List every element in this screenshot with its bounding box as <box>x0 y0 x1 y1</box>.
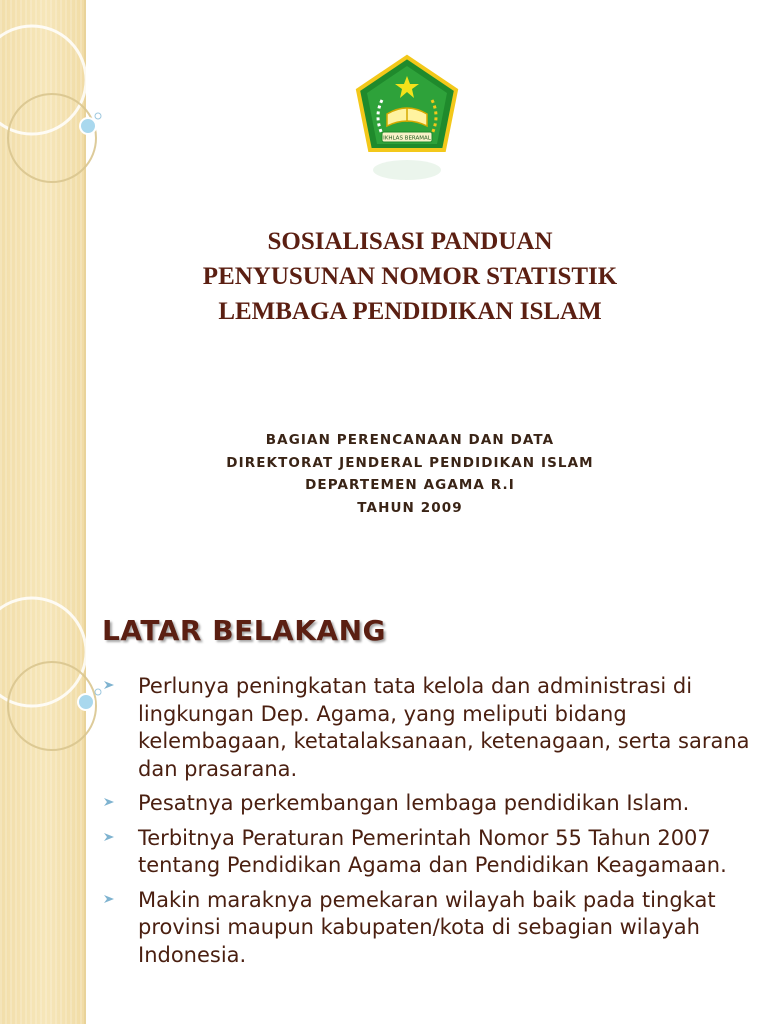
subtitle-line: DEPARTEMEN AGAMA R.I <box>305 477 515 493</box>
presentation-subtitle <box>100 429 720 519</box>
title-line: PENYUSUNAN NOMOR STATISTIK <box>202 263 618 290</box>
bullet-text: Makin maraknya pemekaran wilayah baik pada tingkat provinsi maupun kabupaten/kota di sebagian wilayah Indonesia. <box>138 887 716 967</box>
kementerian-agama-emblem-icon <box>352 52 462 192</box>
list-item <box>100 887 760 970</box>
bullet-text: Pesatnya perkembangan lembaga pendidikan Islam. <box>138 791 690 815</box>
subtitle-line: BAGIAN PERENCANAAN DAN DATA <box>265 432 555 448</box>
presentation-title <box>100 224 720 329</box>
list-item <box>100 825 760 880</box>
arrow-bullet-icon <box>102 892 116 906</box>
bullet-text: Terbitnya Peraturan Pemerintah Nomor 55 Tahun 2007 tentang Pendidikan Agama dan Pendidikan Keagamaan. <box>138 825 727 877</box>
arrow-bullet-icon <box>102 830 116 844</box>
content-slide <box>0 576 768 1024</box>
bullet-text: Perlunya peningkatan tata kelola dan administrasi di lingkungan Dep. Agama, yang meliputi bidang kelembagaan, ketatalaksanaan, ketenagaan, serta sarana dan prasarana. <box>138 674 750 781</box>
slide-heading: LATAR BELAKANG <box>102 614 387 647</box>
subtitle-line: TAHUN 2009 <box>357 499 463 516</box>
subtitle-line: DIREKTORAT JENDERAL PENDIDIKAN ISLAM <box>226 454 594 471</box>
arrow-bullet-icon <box>102 678 116 692</box>
title-line: SOSIALISASI PANDUAN <box>267 228 553 255</box>
bullet-list <box>100 673 760 976</box>
list-item <box>100 790 760 818</box>
title-line: LEMBAGA PENDIDIKAN ISLAM <box>218 298 602 325</box>
list-item <box>100 673 760 783</box>
arrow-bullet-icon <box>102 795 116 809</box>
svg-text:IKHLAS BERAMAL: IKHLAS BERAMAL <box>383 135 431 142</box>
